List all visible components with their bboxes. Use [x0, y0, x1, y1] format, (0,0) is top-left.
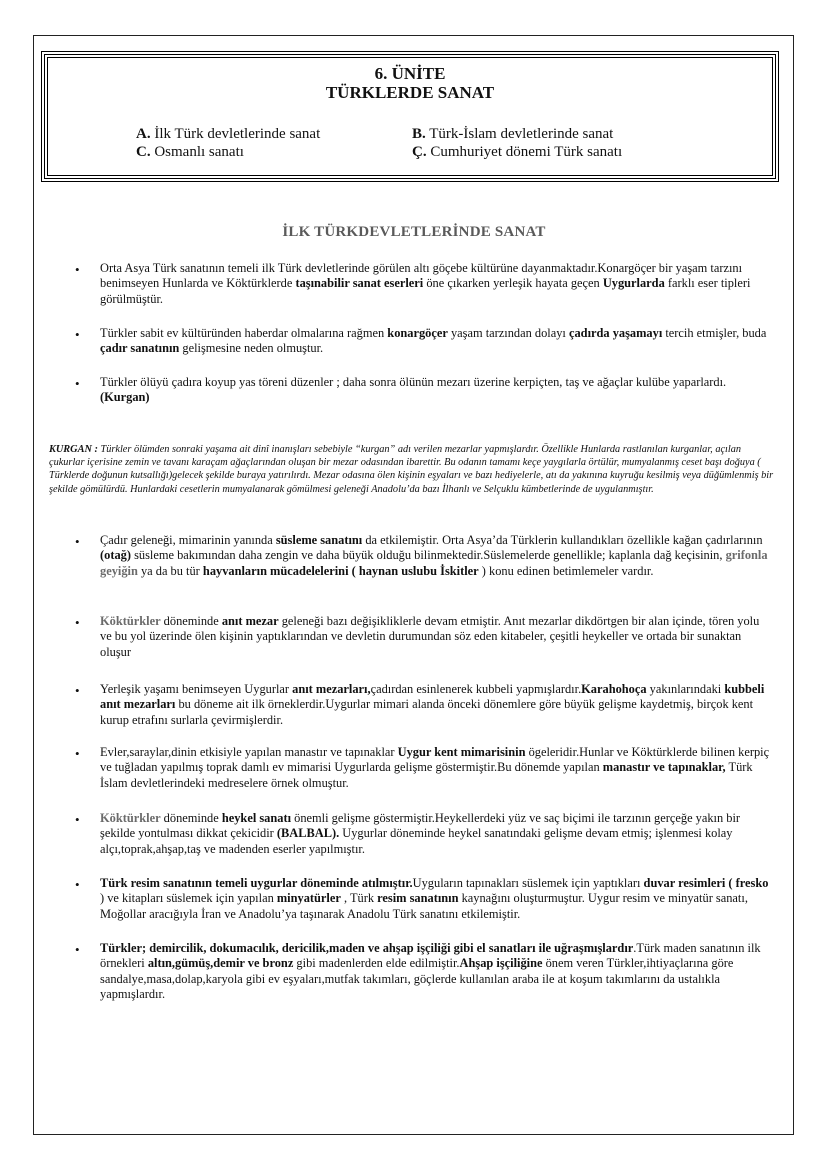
bullet-marker: • [75, 877, 80, 892]
bullet-uyghur-tombs: Yerleşik yaşamı benimseyen Uygurlar anıt mezarları,çadırdan esinlenerek kubbeli yapmışlardır.Karahohoça yakınlarındaki kubbeli anıt mezarları bu döneme ait ilk örneklerdir.Uygurlar mimari alanda önceki dönemlere göre büyük gelişme kaydetmiş, birçok kent kurup etrafını surlarla çevirmişlerdir. [100, 682, 765, 727]
bullet-marker: • [75, 534, 80, 549]
bullet-marker: • [75, 327, 80, 342]
section-title: İLK TÜRKDEVLETLERİNDE SANAT [282, 224, 546, 240]
unit-title: TÜRKLERDE SANAT [325, 83, 495, 102]
bullet-burial: Türkler ölüyü çadıra koyup yas töreni düzenler ; daha sonra ölünün mezarı üzerine kerpiçten, taş ve ağaçlar kulübe yaparlardı. (Kurgan) [100, 375, 727, 405]
unit-number: 6. ÜNİTE [374, 64, 446, 83]
bullet-ornament-art: Çadır geleneği, mimarinin yanında süsleme sanatını da etkilemiştir. Orta Asya’da Türklerin kullandıkları özellikle kağan çadırlarının (otağ) süsleme bakımından daha zengin ve daha büyük olduğu bilinmektedir.Süslemelerde genellikle; kaplanla dağ keçisinin, grifonla geyiğin ya da bu tür hayvanların mücadelelerini ( haynan uslubu İskitler ) konu edinen betimlemeler vardır. [100, 533, 768, 578]
bullet-uyghur-city: Evler,saraylar,dinin etkisiyle yapılan manastır ve tapınaklar Uygur kent mimarisinin ögeleridir.Hunlar ve Köktürklerde bilinen kerpiç ve tuğladan yapılmış toprak damlı ev mimarisi Uygurlarda gelişme göstermiştir.Bu dönemde yapılan manastır ve tapınaklar, Türk İslam devletlerindeki medreselere örnek olmuştur. [100, 745, 770, 790]
bullet-marker: • [75, 942, 80, 957]
unit-header-box [41, 51, 779, 182]
bullet-marker: • [75, 376, 80, 391]
topic-b: B. Türk-İslam devletlerinde sanat [412, 126, 614, 142]
bullet-marker: • [75, 615, 80, 630]
bullet-painting: Türk resim sanatının temeli uygurlar döneminde atılmıştır.Uyguların tapınakları süslemek için yaptıkları duvar resimleri ( fresko ) ve kitapları süslemek için yapılan minyatürler , Türk resim sanatının kaynağını oluşturmuştur. Uygur resim ve minyatür sanatı, Moğollar aracığıyla İran ve Anadolu’ya taşınarak Anadolu Türk sanatını etkilemiştir. [100, 876, 769, 921]
bullet-marker: • [75, 812, 80, 827]
bullet-marker: • [75, 746, 80, 761]
bullet-nomadic-culture: Orta Asya Türk sanatının temeli ilk Türk devletlerinde görülen altı göçebe kültürüne dayanmaktadır.Konargöçer bir yaşam tarzını benimseyen Hunlarda ve Köktürklerde taşınabilir sanat eserleri öne çıkarken yerleşik hayata geçen Uygurlarda farklı eser tipleri görülmüştür. [100, 261, 751, 306]
topic-c: C. Osmanlı sanatı [136, 144, 244, 160]
bullet-monument-tomb: Köktürkler döneminde anıt mezar geleneği bazı değişikliklerle devam etmiştir. Anıt mezarlar dikdörtgen bir alan içinde, tören yolu ve bu yol üzerinde ölen kişinin yaptıklarından ve devletin durumundan söz eden kitabeler, çeşitli heykeller ve ortada bir sunaktan oluşur [100, 614, 760, 659]
topic-c-cedilla: Ç. Cumhuriyet dönemi Türk sanatı [412, 144, 623, 160]
bullet-marker: • [75, 683, 80, 698]
kurgan-note: KURGAN : Türkler ölümden sonraki yaşama ait dinî inanışları sebebiyle “kurgan” adı verilen mezarlar yapmışlardır. Özellikle Hunlarda rastlanılan kurganlar, açılan çukurlar içerisine zemin ve tavanı karaçam ağaçlarından oluşan bir mezar odasından ibarettir. Bu odanın tamamı keçe yaygılarla örtülür, mumyalanmış ceset başı doğuya ( Türklerde doğunun kutsallığı)gelecek şekilde buraya yatırılırdı. Mezar odasına ölen kişinin eşyaları ve bazı hediyelerle, atı da yakınına kuyruğu kesilmiş veya düğümlenmiş bir şekilde gömülürdü. Hunlardaki cesetlerin mumyalanarak gömülmesi geleneği Anadolu’da bazı İlhanlı ve Selçuklu kümbetlerinde de uygulanmıştır. [49, 444, 774, 495]
bullet-handicrafts: Türkler; demircilik, dokumacılık, dericilik,maden ve ahşap işçiliği gibi el sanatları ile uğraşmışlardır.Türk maden sanatının ilk örnekleri altın,gümüş,demir ve bronz gibi madenlerden elde edilmiştir.Ahşap işçiliğine önem veren Türkler,ihtiyaçlarına göre sandalye,masa,dolap,karyola gibi ev eşyaları,mutfak takımları, göçlerde kullanılan araba ile at koşum takımlarını da ustalıkla yapmışlardır. [100, 941, 761, 1002]
bullet-tent-life: Türkler sabit ev kültüründen haberdar olmalarına rağmen konargöçer yaşam tarzından dolayı çadırda yaşamayı tercih etmişler, buda çadır sanatının gelişmesine neden olmuştur. [100, 326, 767, 356]
bullet-marker: • [75, 262, 80, 277]
topic-a: A. İlk Türk devletlerinde sanat [136, 126, 321, 142]
bullet-sculpture: Köktürkler döneminde heykel sanatı önemli gelişme göstermiştir.Heykellerdeki yüz ve saç biçimi ile tarzının gerçeğe yakın bir şekilde yontulması dikkat çekicidir (BALBAL). Uygurlar döneminde heykel sanatındaki gelişme devam etmiş; işlenmesi kolay alçı,toprak,ahşap,taş ve madenden eserler yapılmıştır. [100, 811, 741, 856]
